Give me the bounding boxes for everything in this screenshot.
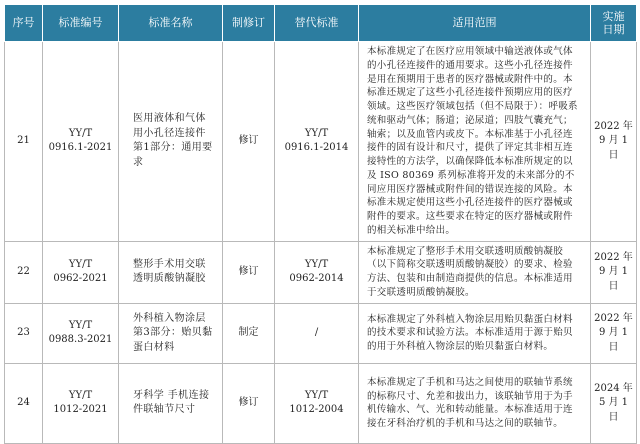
cell-seq: 22 [5,241,43,303]
replaces-line2: 0962-2014 [289,273,344,285]
cell-implementation-date [591,363,637,443]
cell-standard-number [43,363,119,443]
cell-standard-number [43,303,119,363]
cell-replaces [275,363,359,443]
cell-scope: 本标准规定了整形手术用交联透明质酸钠凝胶（以下简称交联透明质酸钠凝胶）的要求、检验方法、包装和由制造商提供的信息。本标准适用于交联透明质酸钠凝胶。 [359,241,591,303]
header-seq: 序号 [5,5,43,42]
cell-seq: 24 [5,363,43,443]
cell-standard-name: 外科植入物涂层 第3部分：贻贝黏蛋白材料 [119,303,223,363]
header-impl-line2: 日期 [602,23,625,36]
impl-line1: 2022 年 [594,251,633,263]
std-no-line1: YY/T [68,127,93,139]
standards-table [4,4,637,444]
std-no-line2: 0962-2021 [53,273,108,285]
impl-line2: 9 月 1 日 [598,135,629,161]
header-implementation-date [591,5,637,42]
std-no-line1: YY/T [68,389,93,401]
header-impl-line1: 实施 [602,9,625,23]
std-no-line1: YY/T [68,258,93,270]
cell-revision: 修订 [223,241,275,303]
cell-revision: 修订 [223,42,275,242]
table-header-row [5,5,637,42]
replaces-line1: YY/T [304,127,329,139]
cell-replaces [275,241,359,303]
cell-seq: 21 [5,42,43,242]
cell-standard-number [43,42,119,242]
replaces-line1: / [314,327,319,339]
cell-standard-name: 牙科学 手机连接件联轴节尺寸 [119,363,223,443]
std-no-line2: 0916.1-2021 [48,142,113,154]
impl-line2: 9 月 1 日 [598,266,629,292]
cell-replaces [275,303,359,363]
std-no-line2: 1012-2021 [53,404,108,416]
cell-revision: 制定 [223,303,275,363]
std-no-line1: YY/T [68,319,93,331]
impl-line1: 2024 年 [594,382,633,394]
replaces-line1: YY/T [304,389,329,401]
impl-line1: 2022 年 [594,120,633,132]
cell-scope: 本标准规定了在医疗应用领域中输送液体或气体的小孔径连接件的通用要求。这些小孔径连接件是用在预期用于患者的医疗器械或附件中的。本标准还规定了这些小孔径连接件预期应用的医疗领域。这些医疗领域包括（但不局限于）：呼吸系统和驱动气体；肠道；泌尿道；四肢气囊充气；轴索；以及血管内或皮下。本标准基于小孔径连接件的固有设计和尺寸，提供了评定其非相互连接特性的方法学，以确保降低本标准所规定的以及 ISO 80369 系列标准将开发的未来部分的不同应用医疗器械或附件间的错误连接的风险。本标准未规定使用这些小孔径连接件的医疗器械或附件的要求。这些要求在特定的医疗器械或附件的相关标准中给出。 [359,42,591,242]
header-scope: 适用范围 [359,5,591,42]
table-row [5,42,637,242]
header-replaces: 替代标准 [275,5,359,42]
table-row [5,241,637,303]
cell-scope: 本标准规定了手机和马达之间使用的联轴节系统的标称尺寸、允差和拔出力，该联轴节用于为手机传输水、气、光和转动能量。本标准适用于连接在牙科治疗机的手机和马达之间的联轴节。 [359,363,591,443]
cell-standard-name: 医用液体和气体用小孔径连接件 第1部分：通用要求 [119,42,223,242]
cell-implementation-date [591,241,637,303]
header-standard-name: 标准名称 [119,5,223,42]
cell-standard-name: 整形手术用交联透明质酸钠凝胶 [119,241,223,303]
cell-standard-number [43,241,119,303]
impl-line2: 5 月 1 日 [598,397,629,423]
impl-line1: 2022 年 [594,312,633,324]
impl-line2: 9 月 1 日 [598,327,629,353]
table-row [5,363,637,443]
cell-seq: 23 [5,303,43,363]
cell-replaces [275,42,359,242]
replaces-line2: 0916.1-2014 [284,142,349,154]
cell-implementation-date [591,303,637,363]
cell-scope: 本标准规定了外科植入物涂层用贻贝黏蛋白材料的技术要求和试验方法。本标准适用于源于贻贝的用于外科植入物涂层的贻贝黏蛋白材料。 [359,303,591,363]
std-no-line2: 0988.3-2021 [48,334,113,346]
table-row [5,303,637,363]
cell-implementation-date [591,42,637,242]
replaces-line2: 1012-2004 [289,404,344,416]
header-standard-number: 标准编号 [43,5,119,42]
replaces-line1: YY/T [304,258,329,270]
header-revision: 制修订 [223,5,275,42]
cell-revision: 修订 [223,363,275,443]
